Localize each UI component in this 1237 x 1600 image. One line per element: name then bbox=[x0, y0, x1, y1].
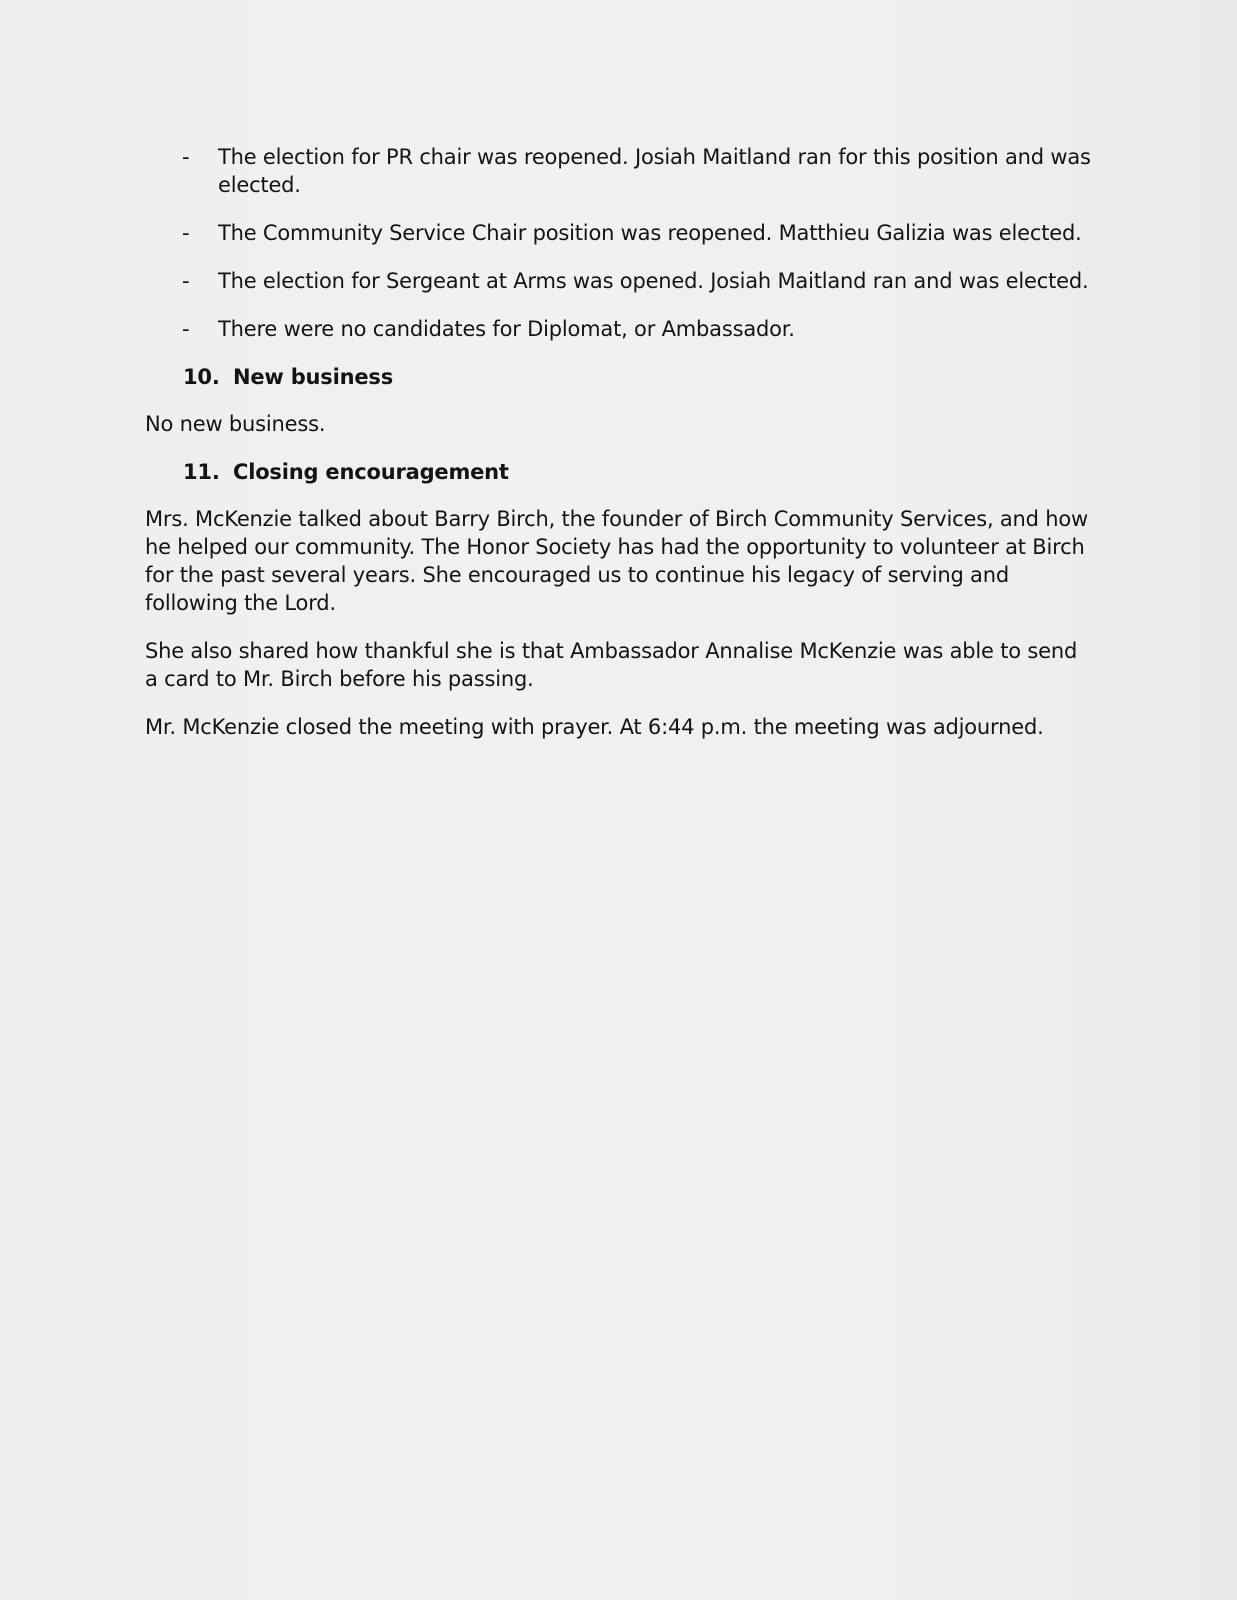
section-number: 11. bbox=[183, 460, 220, 484]
section-title: New business bbox=[233, 365, 394, 389]
section-body-paragraph: Mrs. McKenzie talked about Barry Birch, the founder of Birch Community Services, and how he helped our community. The Honor Society has had the opportunity to volunteer at Birch for the past several years. She encouraged us to continue his legacy of serving and following the Lord. bbox=[145, 507, 1089, 615]
section-body-paragraph: She also shared how thankful she is that Ambassador Annalise McKenzie was able to send a card to Mr. Birch before his passing. bbox=[145, 639, 1078, 691]
list-item-text: The Community Service Chair position was reopened. Matthieu Galizia was elected. bbox=[218, 221, 1082, 245]
bullet-dash: - bbox=[182, 145, 190, 169]
section-heading-new-business bbox=[145, 363, 1095, 391]
bullet-dash: - bbox=[182, 221, 190, 245]
list-item-text: The election for Sergeant at Arms was opened. Josiah Maitland ran and was elected. bbox=[218, 269, 1089, 293]
minutes-content bbox=[145, 143, 1095, 761]
bullet-dash: - bbox=[182, 269, 190, 293]
section-title: Closing encouragement bbox=[233, 460, 509, 484]
list-item-text: The election for PR chair was reopened. Josiah Maitland ran for this position and was elected. bbox=[218, 145, 1091, 197]
section-number: 10. bbox=[183, 365, 220, 389]
section-heading-closing-encouragement bbox=[145, 458, 1095, 486]
section-body-paragraph: Mr. McKenzie closed the meeting with prayer. At 6:44 p.m. the meeting was adjourned. bbox=[145, 715, 1044, 739]
list-item bbox=[145, 315, 1095, 343]
list-item-text: There were no candidates for Diplomat, or Ambassador. bbox=[218, 317, 795, 341]
list-item bbox=[145, 267, 1095, 295]
list-item bbox=[145, 143, 1095, 199]
section-body-paragraph: No new business. bbox=[145, 412, 326, 436]
bullet-dash: - bbox=[182, 317, 190, 341]
list-item bbox=[145, 219, 1095, 247]
